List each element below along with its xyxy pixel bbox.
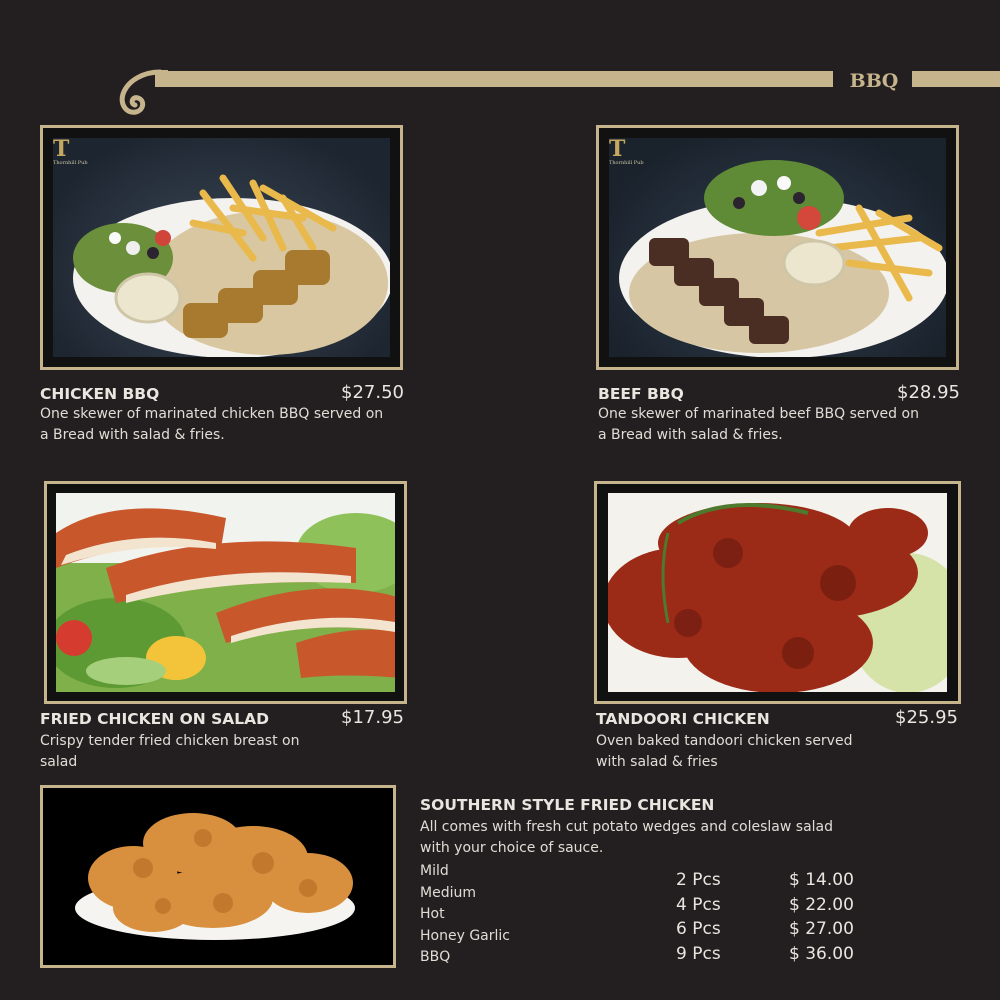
item-name: TANDOORI CHICKEN: [596, 710, 770, 728]
sauce-option: BBQ: [420, 949, 451, 965]
beef-bbq-photo-frame: [596, 125, 959, 370]
item-description: [40, 731, 299, 773]
item-price: $25.95: [895, 707, 958, 728]
item-description-line: a Bread with salad & fries.: [40, 427, 225, 443]
piece-price: $ 27.00: [789, 919, 854, 939]
southern-chicken-description: [420, 817, 833, 859]
piece-count: 6 Pcs: [676, 919, 721, 939]
pub-logo: T Thornhill Pub: [609, 136, 644, 166]
item-description-line: with salad & fries: [596, 754, 718, 770]
beef-bbq-photo: [609, 138, 946, 357]
header-band-right: [912, 71, 1000, 87]
item-description-line: with your choice of sauce.: [420, 840, 604, 856]
item-name: CHICKEN BBQ: [40, 385, 160, 403]
piece-count: 2 Pcs: [676, 870, 721, 890]
piece-count: 9 Pcs: [676, 943, 721, 964]
chicken-bbq-photo-frame: [40, 125, 403, 370]
item-description-line: a Bread with salad & fries.: [598, 427, 783, 443]
item-description: [596, 731, 852, 773]
fried-chicken-salad-photo: [56, 493, 395, 692]
item-description: [598, 404, 919, 446]
piece-price: $ 36.00: [789, 943, 854, 964]
item-description-line: Crispy tender fried chicken breast on: [40, 733, 300, 749]
item-description-line: One skewer of marinated chicken BBQ served on: [40, 406, 384, 422]
piece-price: $ 14.00: [789, 870, 854, 890]
item-description-line: salad: [40, 754, 78, 770]
chicken-bbq-photo: [53, 138, 390, 357]
header-band-left: [155, 71, 833, 87]
section-title: BBQ: [849, 70, 899, 92]
southern-chicken-name: SOUTHERN STYLE FRIED CHICKEN: [420, 796, 715, 814]
tandoori-chicken-photo: [608, 493, 947, 692]
southern-chicken-photo-frame: [40, 785, 396, 968]
fried-chicken-salad-photo-frame: [44, 481, 407, 704]
southern-chicken-photo: [43, 788, 393, 965]
item-price: $28.95: [897, 382, 960, 403]
sauce-list: [420, 861, 510, 969]
pub-logo: T Thornhill Pub: [53, 136, 88, 166]
sauce-option: Hot: [420, 906, 445, 922]
item-name: BEEF BBQ: [598, 385, 684, 403]
item-name: FRIED CHICKEN ON SALAD: [40, 710, 270, 728]
item-description-line: One skewer of marinated beef BBQ served on: [598, 406, 919, 422]
item-price: $27.50: [341, 382, 404, 403]
item-description-line: Oven baked tandoori chicken served: [596, 733, 853, 749]
item-description: [40, 404, 383, 446]
piece-count: 4 Pcs: [676, 894, 721, 915]
piece-count-list: [676, 868, 721, 966]
sauce-option: Medium: [420, 884, 476, 901]
piece-price-list: [789, 868, 854, 966]
tandoori-chicken-photo-frame: [594, 481, 961, 704]
item-price: $17.95: [341, 707, 404, 728]
sauce-option: Honey Garlic: [420, 927, 510, 944]
sauce-option: Mild: [420, 863, 449, 879]
item-description-line: All comes with fresh cut potato wedges and coleslaw salad: [420, 819, 833, 835]
piece-price: $ 22.00: [789, 894, 854, 915]
